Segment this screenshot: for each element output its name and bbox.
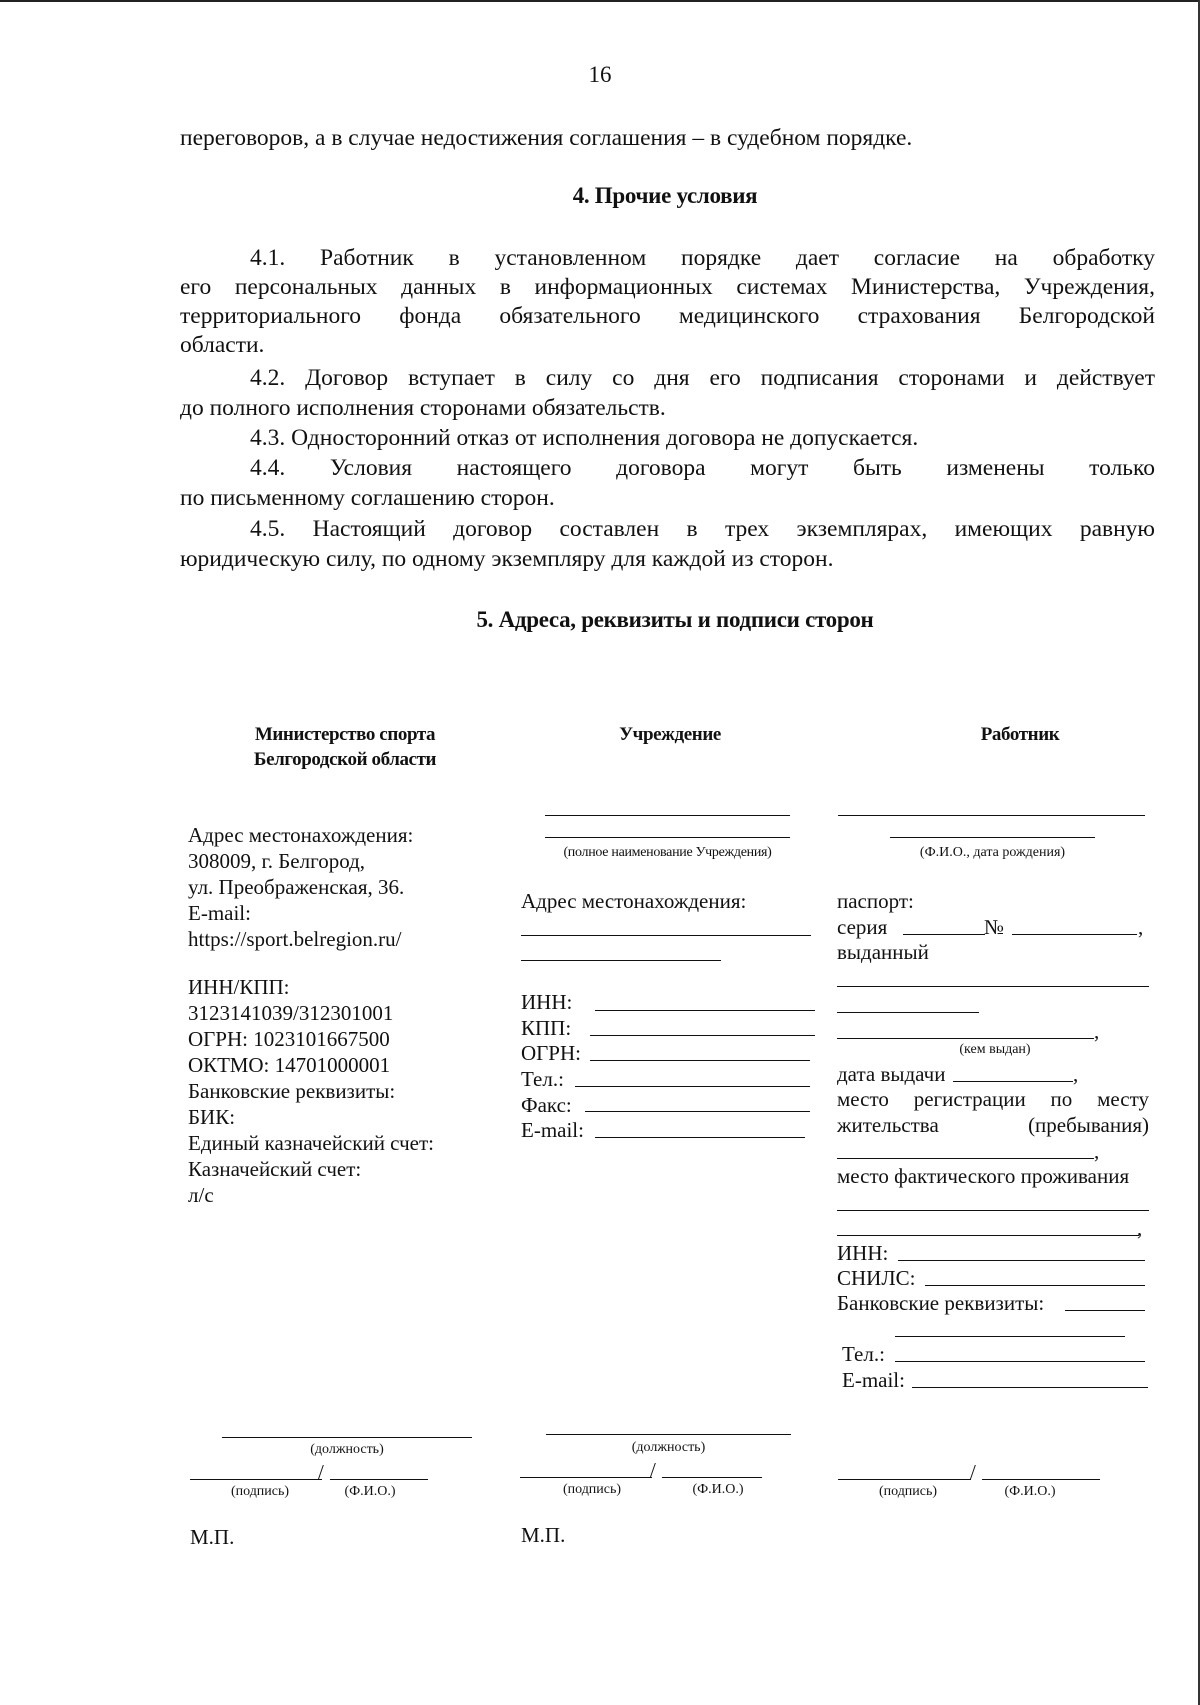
worker-name-line2 (890, 837, 1095, 838)
worker-residence-line2 (837, 1235, 1139, 1236)
institution-position-caption: (должность) (631, 1440, 706, 1455)
worker-series-line (903, 934, 985, 935)
worker-slash: / (970, 1460, 976, 1484)
worker-bank-label: Банковские реквизиты: (837, 1291, 1045, 1315)
institution-kpp-label: КПП: (521, 1016, 572, 1040)
worker-phone-label: Тел.: (842, 1342, 885, 1366)
institution-sign-caption: (подпись) (562, 1482, 622, 1497)
ministry-heading (185, 722, 505, 772)
worker-issued-label: выданный (837, 940, 929, 964)
p45-line1: 4.5. Настоящий договор составлен в трех экземплярах, имеющих равную (250, 516, 1155, 542)
worker-issue-date-line (953, 1081, 1073, 1082)
ministry-position-caption: (должность) (310, 1442, 384, 1457)
institution-email-line (595, 1137, 805, 1138)
institution-fax-label: Факс: (521, 1093, 572, 1117)
ministry-stamp: М.П. (190, 1525, 235, 1549)
institution-fio-caption: (Ф.И.О.) (692, 1482, 744, 1497)
ministry-requisite-line: ОГРН: 1023101667500 (188, 1027, 390, 1051)
worker-issued-line3 (837, 1038, 1094, 1039)
ministry-requisite-line: ИНН/КПП: (188, 975, 290, 999)
section4-title: 4. Прочие условия (572, 183, 758, 208)
worker-name-line (838, 815, 1145, 816)
ministry-address-line: ул. Преображенская, 36. (188, 875, 405, 899)
worker-bank-line1 (1065, 1310, 1145, 1311)
worker-comma: , (1137, 1216, 1143, 1240)
worker-heading: Работник (980, 724, 1060, 745)
ministry-address-line: https://sport.belregion.ru/ (188, 927, 402, 951)
worker-series-label: серия (837, 915, 888, 939)
ministry-requisite-line: Банковские реквизиты: (188, 1079, 396, 1103)
p45-line2: юридическую силу, по одному экземпляру для каждой из сторон. (180, 546, 834, 572)
institution-ogrn-label: ОГРН: (521, 1041, 581, 1065)
institution-address-line2 (521, 960, 721, 961)
ministry-address-line: 308009, г. Белгород, (188, 849, 366, 873)
institution-inn-label: ИНН: (521, 990, 573, 1014)
worker-registration-line1: место регистрации по месту (837, 1087, 1149, 1111)
institution-address-line (521, 935, 811, 936)
worker-number-label: № (984, 915, 1005, 939)
ministry-address-line: Адрес местонахождения: (188, 823, 414, 847)
institution-email-label: E-mail: (521, 1118, 584, 1142)
worker-actual-residence-label: место фактического проживания (837, 1164, 1130, 1188)
p41-line3: территориального фонда обязательного медицинского страхования Белгородской (180, 303, 1155, 329)
ministry-position-line (222, 1437, 472, 1438)
worker-name-caption: (Ф.И.О., дата рождения) (919, 845, 1066, 860)
worker-residence-line1 (837, 1210, 1149, 1211)
worker-bank-line2 (895, 1336, 1125, 1337)
p44-line2: по письменному соглашению сторон. (180, 485, 555, 511)
institution-name-line (545, 815, 790, 816)
worker-comma: , (1094, 1019, 1100, 1043)
institution-ogrn-line (590, 1060, 810, 1061)
worker-sign-caption: (подпись) (878, 1484, 938, 1499)
institution-kpp-line (590, 1035, 815, 1036)
p44-line1: 4.4. Условия настоящего договора могут быть изменены только (250, 455, 1155, 481)
p41-line1: 4.1. Работник в установленном порядке дает согласие на обработку (250, 245, 1155, 271)
worker-comma: , (1138, 915, 1144, 939)
worker-issued-by-caption: (кем выдан) (959, 1042, 1031, 1057)
worker-fio-caption: (Ф.И.О.) (1004, 1484, 1056, 1499)
worker-inn-line (898, 1260, 1145, 1261)
ministry-fio-caption: (Ф.И.О.) (344, 1484, 396, 1499)
worker-comma: , (1073, 1062, 1079, 1086)
institution-heading: Учреждение (619, 724, 721, 745)
p41-line4: области. (180, 332, 265, 358)
institution-position-line (546, 1434, 791, 1435)
worker-issue-date-label: дата выдачи (837, 1062, 946, 1086)
worker-registration-line2a: жительства (837, 1113, 939, 1137)
ministry-requisite-line: Единый казначейский счет: (188, 1131, 434, 1155)
worker-registration-line2b: (пребывания) (1028, 1113, 1149, 1137)
ministry-sign-caption: (подпись) (230, 1484, 290, 1499)
institution-fio-line (662, 1477, 762, 1478)
ministry-slash: / (318, 1460, 324, 1484)
ministry-heading-line2: Белгородской области (253, 749, 437, 770)
intro-line: переговоров, а в случае недостижения соглашения – в судебном порядке. (180, 125, 913, 151)
ministry-requisite-line: Казначейский счет: (188, 1157, 362, 1181)
institution-slash: / (650, 1458, 656, 1482)
ministry-requisite-line: БИК: (188, 1105, 236, 1129)
p43-line: 4.3. Односторонний отказ от исполнения договора не допускается. (250, 425, 919, 451)
worker-issued-line2 (837, 1012, 979, 1013)
ministry-sign-line (190, 1479, 322, 1480)
ministry-requisite-line: 3123141039/312301001 (188, 1001, 394, 1025)
ministry-fio-line (330, 1479, 428, 1480)
worker-email-line (912, 1387, 1148, 1388)
p41-line2: его персональных данных в информационных системах Министерства, Учреждения, (180, 274, 1155, 300)
worker-issued-line1 (837, 986, 1149, 987)
worker-snils-line (925, 1285, 1145, 1286)
worker-email-label: E-mail: (842, 1368, 905, 1392)
ministry-requisites-block (188, 974, 508, 1208)
worker-snils-label: СНИЛС: (837, 1266, 916, 1290)
ministry-requisite-line: л/с (188, 1183, 214, 1207)
worker-comma: , (1094, 1139, 1100, 1163)
worker-sign-line (838, 1479, 971, 1480)
worker-fio-line (982, 1479, 1100, 1480)
institution-name-line2 (545, 837, 790, 838)
p42-line1: 4.2. Договор вступает в силу со дня его подписания сторонами и действует (250, 365, 1155, 391)
worker-inn-label: ИНН: (837, 1241, 889, 1265)
institution-phone-line (575, 1086, 810, 1087)
section5-title: 5. Адреса, реквизиты и подписи сторон (476, 607, 874, 632)
ministry-address-block (188, 822, 508, 952)
worker-number-line (1012, 934, 1137, 935)
page-border-top (0, 0, 1200, 2)
institution-name-caption: (полное наименование Учреждения) (563, 845, 772, 860)
institution-phone-label: Тел.: (521, 1067, 564, 1091)
p42-line2: до полного исполнения сторонами обязательств. (180, 395, 666, 421)
institution-inn-line (595, 1010, 815, 1011)
page-number: 16 (588, 62, 612, 87)
worker-registration-line (837, 1158, 1094, 1159)
institution-fax-line (585, 1111, 810, 1112)
institution-sign-line (520, 1477, 652, 1478)
worker-passport-label: паспорт: (837, 889, 914, 913)
institution-address-label: Адрес местонахождения: (521, 889, 747, 913)
worker-phone-line (895, 1361, 1145, 1362)
ministry-heading-line1: Министерство спорта (254, 724, 436, 745)
ministry-requisite-line: ОКТМО: 14701000001 (188, 1053, 391, 1077)
ministry-address-line: E-mail: (188, 901, 251, 925)
institution-stamp: М.П. (521, 1523, 566, 1547)
